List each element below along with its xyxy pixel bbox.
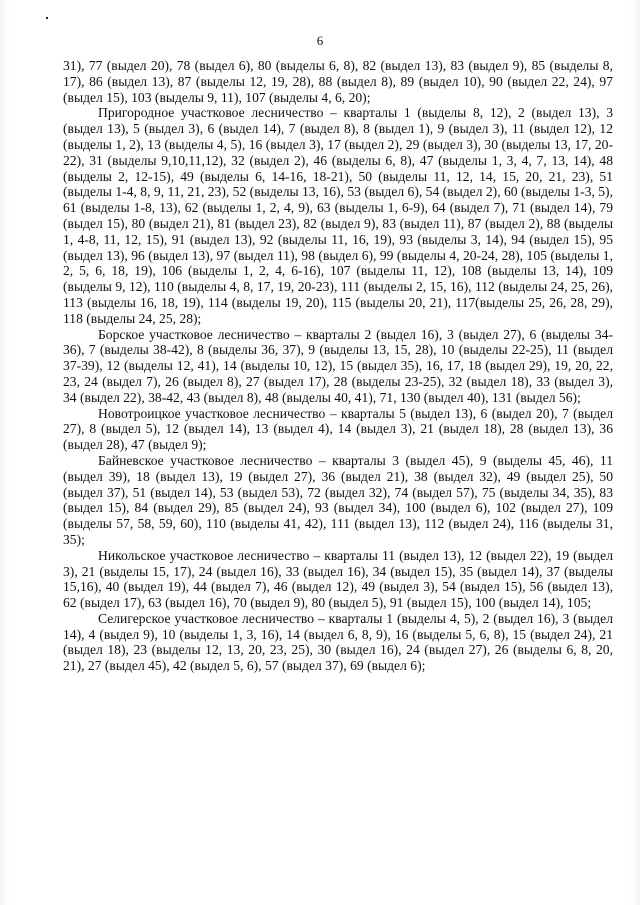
paragraph-nikolskoe: Никольское участковое лесничество – кварталы 11 (выдел 13), 12 (выдел 22), 19 (выдел 3), 21 (выделы 15, 17), 24 (выдел 16), 33 (выдел 16), 34 (выдел 15), 35 (выдел 14), 37 (выделы 15,16), 40 (выдел 19), 44 (выдел 7), 46 (выдел 12), 49 (выдел 3), 54 (выдел 15), 56 (выдел 13), 62 (выдел 17), 63 (выдел 16), 70 (выдел 9), 80 (выдел 5), 91 (выдел 15), 100 (выдел 14), 105; [63,547,613,611]
document-body [63,58,613,674]
paragraph-continuation: 31), 77 (выдел 20), 78 (выдел 6), 80 (выделы 6, 8), 82 (выдел 13), 83 (выдел 9), 85 (выделы 8, 17), 86 (выдел 13), 87 (выделы 12, 19, 28), 88 (выдел 8), 89 (выдел 10), 90 (выдел 22, 24), 97 (выдел 15), 103 (выделы 9, 11), 107 (выделы 4, 6, 20); [63,58,613,105]
paragraph-borskoe: Борское участковое лесничество – кварталы 2 (выдел 16), 3 (выдел 27), 6 (выделы 34-36), 7 (выделы 38-42), 8 (выделы 36, 37), 9 (выделы 13, 15, 28), 10 (выделы 22-25), 11 (выдел 37-39), 12 (выделы 12, 41), 14 (выделы 10, 12), 15 (выдел 35), 16, 17, 18 (выдел 29), 19, 20, 22, 23, 24 (выдел 7), 26 (выдел 8), 27 (выдел 17), 28 (выделы 23-25), 32 (выдел 18), 33 (выдел 3), 34 (выдел 22), 38-42, 43 (выдел 8), 48 (выделы 40, 41), 71, 130 (выдел 40), 131 (выдел 56); [63,326,613,405]
paragraph-baynevskoe: Байневское участковое лесничество – кварталы 3 (выдел 45), 9 (выделы 45, 46), 11 (выдел 39), 18 (выдел 13), 19 (выдел 27), 36 (выдел 21), 38 (выдел 32), 49 (выдел 25), 50 (выдел 37), 51 (выдел 14), 53 (выдел 53), 72 (выдел 32), 74 (выдел 57), 75 (выделы 34, 35), 83 (выдел 15), 84 (выдел 29), 85 (выдел 24), 93 (выдел 34), 100 (выдел 6), 102 (выдел 27), 109 (выделы 57, 58, 59, 60), 110 (выделы 41, 42), 111 (выдел 13), 112 (выдел 24), 116 (выделы 31, 35); [63,452,613,547]
scan-speck [46,17,48,19]
paragraph-seligerskoe: Селигерское участковое лесничество – кварталы 1 (выделы 4, 5), 2 (выдел 16), 3 (выдел 14), 4 (выдел 9), 10 (выделы 1, 3, 16), 14 (выдел 6, 8, 9), 16 (выделы 5, 6, 8), 15 (выдел 24), 21 (выдел 18), 23 (выделы 12, 13, 20, 23, 25), 30 (выдел 16), 24 (выдел 27), 26 (выделы 6, 8, 20, 21), 27 (выдел 45), 42 (выдел 5, 6), 57 (выдел 37), 69 (выдел 6); [63,610,613,674]
paragraph-prigorodnoe: Пригородное участковое лесничество – кварталы 1 (выделы 8, 12), 2 (выдел 13), 3 (выдел 13), 5 (выдел 3), 6 (выдел 14), 7 (выдел 8), 8 (выдел 1), 9 (выдел 3), 11 (выдел 12), 12 (выделы 1, 2), 13 (выделы 4, 5), 16 (выдел 3), 17 (выдел 2), 29 (выдел 3), 30 (выделы 13, 17, 20-22), 31 (выделы 9,10,11,12), 32 (выдел 2), 46 (выделы 6, 8), 47 (выделы 1, 3, 4, 7, 13, 14), 48 (выделы 2, 12-15), 49 (выделы 6, 14-16, 18-21), 50 (выделы 11, 12, 14, 15, 20, 21, 23), 51 (выделы 1-4, 8, 9, 11, 21, 23), 52 (выделы 13, 16), 53 (выдел 6), 54 (выдел 2), 60 (выделы 1-3, 5), 61 (выделы 1-8, 13), 62 (выделы 1, 2, 4, 9), 63 (выделы 1, 6-9), 64 (выдел 7), 71 (выдел 14), 79 (выдел 15), 80 (выдел 21), 81 (выдел 23), 82 (выдел 9), 83 (выдел 11), 87 (выдел 2), 88 (выделы 1, 4-8, 11, 12, 15), 91 (выдел 13), 92 (выделы 11, 16, 19), 93 (выделы 3, 14), 94 (выдел 15), 95 (выдел 13), 96 (выдел 13), 97 (выдел 11), 98 (выдел 6), 99 (выделы 4, 20-24, 28), 105 (выделы 1, 2, 5, 6, 18, 19), 106 (выделы 1, 2, 4, 6-16), 107 (выделы 11, 12), 108 (выделы 13, 14), 109 (выделы 9, 12), 110 (выделы 4, 8, 17, 19, 20-23), 111 (выделы 2, 15, 16), 112 (выделы 24, 25, 26), 113 (выделы 16, 18, 19), 114 (выделы 19, 20), 115 (выделы 20, 21), 117(выделы 25, 26, 28, 29), 118 (выделы 24, 25, 28); [63,105,613,326]
page-number: 6 [316,33,324,48]
paragraph-novotroitskoe: Новотроицкое участковое лесничество – кварталы 5 (выдел 13), 6 (выдел 20), 7 (выдел 27), 8 (выдел 5), 12 (выдел 14), 13 (выдел 4), 14 (выдел 3), 21 (выдел 18), 28 (выдел 13), 36 (выдел 28), 47 (выдел 9); [63,405,613,453]
